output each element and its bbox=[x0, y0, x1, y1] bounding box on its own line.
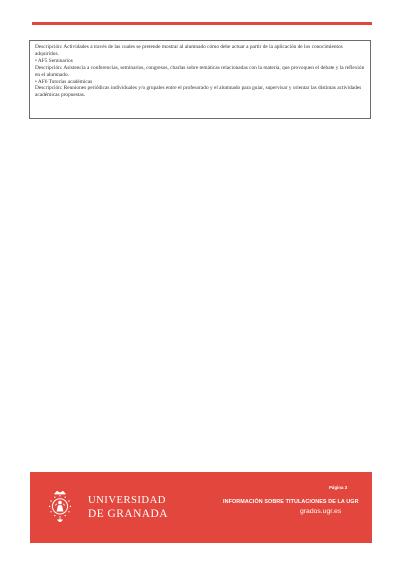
degree-info-title: INFORMACIÓN SOBRE TITULACIONES DE LA UGR bbox=[223, 499, 359, 505]
university-wordmark bbox=[88, 495, 168, 520]
af5-heading bbox=[35, 58, 365, 65]
wordmark-line-1: UNIVERSIDAD bbox=[88, 495, 166, 506]
activity-description-box bbox=[29, 40, 371, 119]
page-footer bbox=[30, 472, 372, 543]
wordmark-line-2: DE GRANADA bbox=[88, 507, 168, 520]
af5-description: Descripción: Asistencia a conferencias, seminarios, congresos, charlas sobre temáticas relacionadas con la materia, que provoquen el debate y la reflexión en el alumnado. bbox=[35, 64, 365, 78]
header-rule bbox=[32, 22, 372, 25]
degrees-url-link[interactable]: grados.ugr.es bbox=[300, 508, 342, 515]
page-number: Página 3 bbox=[329, 485, 348, 490]
af6-description: Descripción: Reuniones periódicas individuales y/o grupales entre el profesorado y el alumnado para guiar, supervisar y orientar las distintas actividades académicas propuestas. bbox=[35, 85, 362, 99]
university-seal-icon bbox=[46, 490, 74, 526]
af6-heading-text: AF6 Tutorías académicas bbox=[37, 78, 93, 85]
af4-description: Descripción: Actividades a través de las cuales se pretende mostrar al alumnado cómo debe actuar a partir de la aplicación de los conocimientos adquiridos. bbox=[35, 44, 343, 57]
af5-heading-text: AF5 Seminarios bbox=[37, 57, 73, 64]
